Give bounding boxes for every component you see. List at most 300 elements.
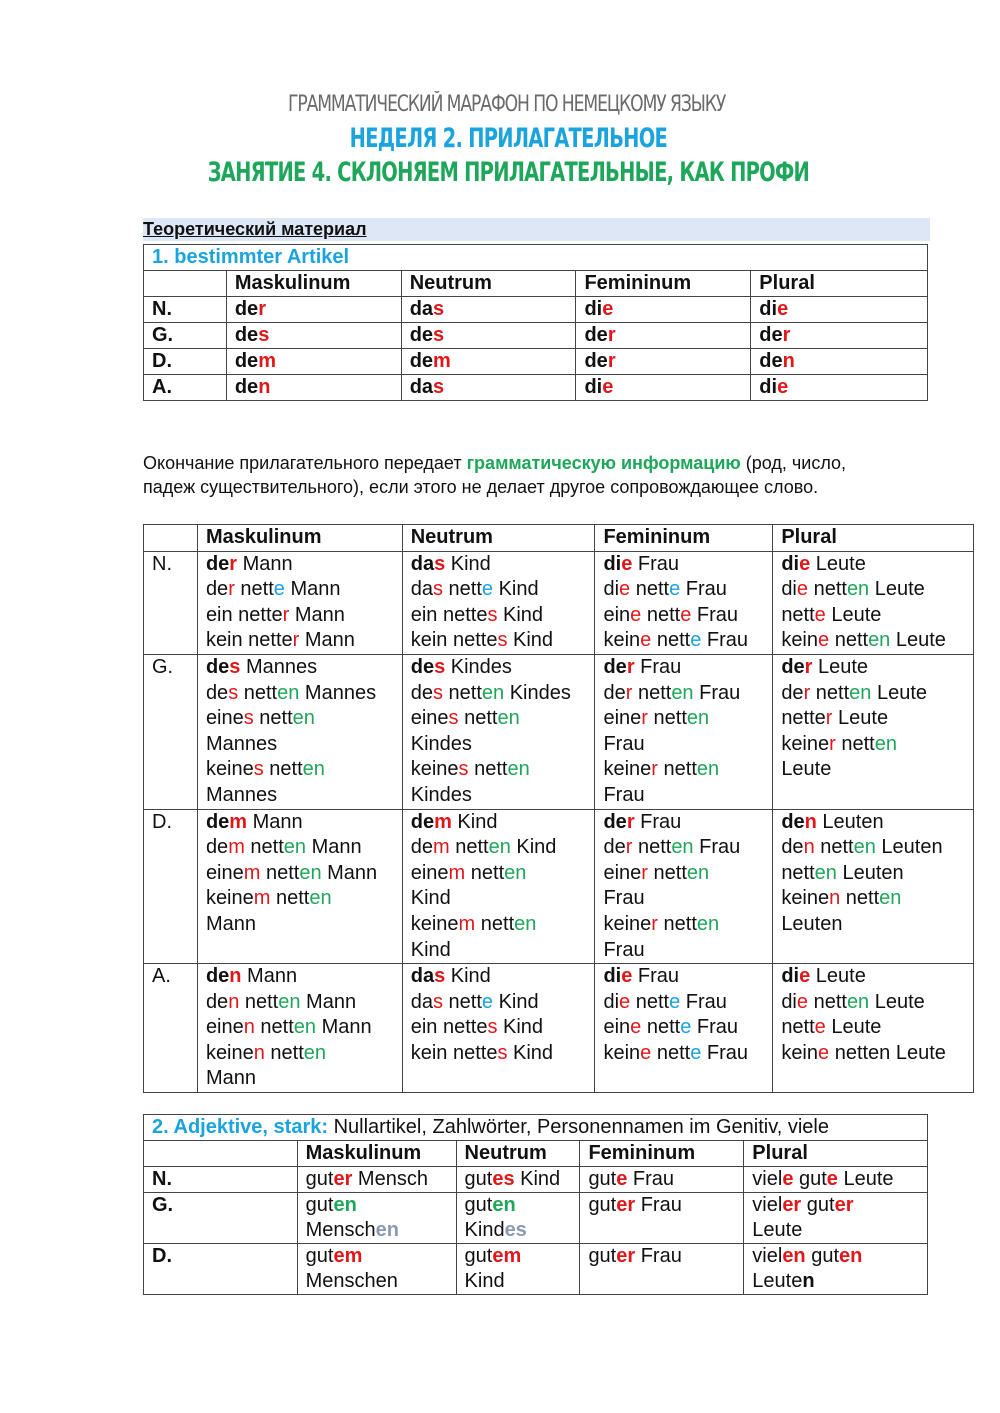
table3-line-seg: er bbox=[333, 1168, 353, 1190]
table2-line-seg: en bbox=[686, 861, 710, 884]
table3-line-seg: viel bbox=[752, 1194, 783, 1216]
table2-line-seg: nett bbox=[781, 1016, 815, 1039]
table2-line-seg: Frau bbox=[632, 552, 680, 575]
paragraph-line-2: падеж существительного), если этого не делает другое сопровождающее слово. bbox=[143, 477, 819, 497]
table2-line-seg: Leute bbox=[890, 629, 946, 652]
table3-header: Neutrum bbox=[456, 1141, 580, 1167]
table2-line-seg: Mann bbox=[205, 1067, 256, 1090]
table2-line bbox=[603, 1041, 772, 1067]
table2-line bbox=[206, 886, 402, 912]
article-stem: de bbox=[584, 324, 608, 346]
table3-line-seg: gut bbox=[801, 1194, 835, 1216]
table2-line-seg: e bbox=[680, 603, 692, 626]
table2-corner bbox=[144, 525, 198, 552]
table2-line-seg: e bbox=[680, 1016, 692, 1039]
table2-line-seg: nett bbox=[468, 758, 508, 781]
article-stem: de bbox=[409, 350, 434, 372]
theory-label: Теоретический материал bbox=[143, 219, 367, 239]
table2-line-seg: Mannes bbox=[205, 732, 278, 755]
table2-line-seg: r bbox=[229, 552, 238, 575]
table2-line-seg: kein bbox=[781, 629, 819, 652]
table2-line-seg: nett bbox=[253, 707, 293, 730]
table2-line bbox=[206, 681, 402, 707]
table2-line-seg: ein bbox=[603, 603, 631, 626]
table2-line-seg: ein nette bbox=[410, 1016, 488, 1039]
table2-line-seg: Mann bbox=[299, 629, 355, 652]
article-stem: de bbox=[234, 376, 259, 398]
table2-line-seg: nett bbox=[781, 603, 815, 626]
table2-line-seg: Frau bbox=[680, 578, 727, 601]
table2-line-seg: Frau bbox=[701, 1041, 749, 1064]
table2-line-seg: s bbox=[448, 707, 459, 730]
table2-line-seg: eine bbox=[410, 861, 449, 884]
table2-line-seg: en bbox=[309, 887, 332, 910]
table2-line-seg: kein nette bbox=[205, 629, 293, 652]
table2-line-seg: ein nette bbox=[410, 603, 488, 626]
table1-row bbox=[144, 297, 928, 323]
table2-line bbox=[206, 552, 402, 578]
table2-line-seg: Kind bbox=[507, 629, 554, 652]
definite-article-table-body bbox=[144, 245, 928, 401]
table2-line-seg: di bbox=[781, 552, 800, 575]
table2-line-seg: eine bbox=[603, 861, 642, 884]
table2-line-seg: nett bbox=[840, 887, 880, 910]
table2-line-seg: da bbox=[410, 552, 435, 575]
table2-line-seg: en bbox=[303, 1041, 327, 1064]
table2-line bbox=[781, 1041, 973, 1067]
table2-line-seg: en bbox=[846, 990, 870, 1013]
table2-line-seg: de bbox=[205, 681, 229, 704]
table2-line-seg: s bbox=[432, 578, 443, 601]
table2-line-seg: Kind bbox=[497, 603, 544, 626]
table2-cell bbox=[773, 551, 974, 654]
table3-line-seg: em bbox=[492, 1245, 522, 1267]
table2-line-seg: di bbox=[603, 552, 622, 575]
table3-line-seg: viel bbox=[752, 1168, 783, 1190]
table3-line-seg: gut bbox=[305, 1194, 334, 1216]
article-ending: n bbox=[782, 350, 795, 372]
table2-line-seg: Kind bbox=[510, 836, 557, 859]
table2-line-seg: de bbox=[205, 552, 230, 575]
table2-line-seg: r bbox=[282, 603, 290, 626]
table3-case: G. bbox=[144, 1193, 298, 1244]
table2-cell bbox=[595, 964, 773, 1093]
table2-header: Maskulinum bbox=[197, 525, 402, 552]
theory-label-bar bbox=[143, 218, 930, 241]
paragraph-highlight: грамматическую информацию bbox=[466, 453, 741, 473]
table3-line bbox=[752, 1167, 927, 1192]
table2-line-seg: keine bbox=[603, 758, 652, 781]
table2-line-seg: de bbox=[410, 836, 433, 859]
header-line-1: ГРАММАТИЧЕСКИЙ МАРАФОН ПО НЕМЕЦКОМУ ЯЗЫКУ bbox=[287, 92, 726, 117]
table2-line-seg: di bbox=[781, 965, 800, 988]
table3-line bbox=[465, 1269, 580, 1294]
table2-line bbox=[603, 912, 772, 938]
table2-line bbox=[411, 938, 595, 964]
table2-line-seg: Kindes bbox=[410, 783, 472, 806]
table1-case: A. bbox=[144, 375, 227, 401]
table2-line-seg: s bbox=[487, 1016, 498, 1039]
table2-line-seg: e bbox=[690, 1041, 702, 1064]
article-ending: n bbox=[258, 376, 271, 398]
table3-line bbox=[306, 1193, 456, 1218]
table2-line bbox=[206, 1015, 402, 1041]
table2-line-seg: Mann bbox=[237, 552, 293, 575]
table2-line bbox=[411, 681, 595, 707]
table3-line bbox=[588, 1167, 743, 1192]
table2-line-seg: e bbox=[669, 578, 681, 601]
table2-line-seg: ein bbox=[603, 1016, 631, 1039]
table2-line-seg: Leuten bbox=[875, 836, 943, 859]
table2-line bbox=[411, 628, 595, 654]
table3-line-seg: er bbox=[616, 1194, 636, 1216]
table2-line-seg: en bbox=[696, 758, 720, 781]
table2-line-seg: Kind bbox=[410, 938, 451, 961]
table2-line-seg: nett bbox=[263, 758, 303, 781]
table2-line-seg: e bbox=[796, 578, 809, 601]
article-ending: e bbox=[777, 298, 789, 320]
table2-line-seg: da bbox=[410, 990, 433, 1013]
table3-line bbox=[752, 1244, 927, 1269]
table1-cell bbox=[751, 349, 928, 375]
table1-cell bbox=[576, 297, 751, 323]
table2-line-seg: nett bbox=[630, 578, 670, 601]
article-stem: de bbox=[234, 298, 259, 320]
table2-line-seg: Leute bbox=[810, 552, 866, 575]
table2-line-seg: Kind bbox=[451, 810, 498, 833]
table3-cell bbox=[456, 1167, 580, 1193]
table2-cell bbox=[595, 654, 773, 809]
table2-line bbox=[781, 990, 973, 1016]
table2-line-seg: Kindes bbox=[504, 681, 571, 704]
table2-line-seg: Leute bbox=[869, 990, 925, 1013]
table2-line-seg: Mann bbox=[306, 836, 362, 859]
table2-line-seg: n bbox=[243, 1016, 255, 1039]
table2-line-seg: m bbox=[458, 912, 476, 935]
table2-line-seg: keine bbox=[781, 732, 830, 755]
table2-line-seg: en bbox=[846, 578, 870, 601]
table2-line-seg: Frau bbox=[691, 603, 739, 626]
table3-line-seg: n bbox=[802, 1270, 815, 1292]
table2-line bbox=[781, 757, 973, 783]
table3-row bbox=[144, 1167, 928, 1193]
table2-header-row bbox=[144, 525, 974, 552]
table2-line-seg: keine bbox=[603, 912, 652, 935]
table2-row bbox=[144, 551, 974, 654]
table2-case: D. bbox=[144, 809, 198, 964]
table2-line-seg: kein nette bbox=[410, 629, 498, 652]
article-ending: r bbox=[258, 298, 266, 320]
table2-line-seg: e bbox=[481, 578, 494, 601]
table2-cell bbox=[197, 964, 402, 1093]
table2-line-seg: di bbox=[781, 578, 797, 601]
table2-line-seg: de bbox=[603, 836, 626, 859]
table2-line-seg: Frau bbox=[634, 655, 682, 678]
table1-cell bbox=[401, 349, 576, 375]
table3-line-seg: Kind bbox=[464, 1219, 505, 1241]
adjective-declension-table-body bbox=[144, 525, 974, 1093]
table3-line-seg: en bbox=[375, 1219, 400, 1241]
table3-header: Maskulinum bbox=[297, 1141, 456, 1167]
table1-header: Maskulinum bbox=[226, 271, 401, 297]
table1-case: N. bbox=[144, 297, 227, 323]
table1-title: 1. bestimmter Artikel bbox=[144, 245, 928, 271]
table2-line-seg: m bbox=[228, 836, 245, 859]
table2-line bbox=[206, 628, 402, 654]
table3-cell bbox=[744, 1244, 928, 1295]
table2-line-seg: r bbox=[651, 758, 658, 781]
table2-line-seg: en bbox=[874, 732, 897, 755]
table2-line-seg: m bbox=[229, 810, 248, 833]
table2-line-seg: eine bbox=[205, 1016, 244, 1039]
table2-line-seg: n bbox=[253, 1041, 265, 1064]
table2-line bbox=[411, 577, 595, 603]
table2-line-seg: Mannes bbox=[205, 783, 278, 806]
table2-line-seg: de bbox=[205, 655, 230, 678]
table2-line-seg: nett bbox=[810, 681, 850, 704]
table2-line-seg: r bbox=[626, 810, 635, 833]
table1-cell bbox=[226, 349, 401, 375]
table2-line-seg: r bbox=[625, 836, 633, 859]
table2-line bbox=[781, 964, 973, 990]
table2-line-seg: nett bbox=[442, 681, 482, 704]
table2-line-seg: di bbox=[603, 990, 620, 1013]
table3-line bbox=[465, 1193, 580, 1218]
table2-line-seg: nette bbox=[781, 707, 826, 730]
table2-line-seg: s bbox=[458, 758, 469, 781]
table2-line-seg: r bbox=[825, 707, 833, 730]
table2-line-seg: keine bbox=[410, 912, 459, 935]
table1-cell bbox=[576, 323, 751, 349]
table3-row bbox=[144, 1193, 928, 1244]
table2-line-seg: da bbox=[410, 578, 433, 601]
table1-cell bbox=[401, 297, 576, 323]
table3-line-seg: gut bbox=[793, 1168, 827, 1190]
article-ending: s bbox=[433, 298, 445, 320]
table2-line-seg: de bbox=[781, 681, 804, 704]
table2-line-seg: de bbox=[781, 655, 805, 678]
paragraph-after: (род, число, bbox=[740, 453, 847, 473]
table1-cell bbox=[751, 375, 928, 401]
table2-line-seg: nett bbox=[254, 1016, 294, 1039]
table2-line-seg: r bbox=[641, 707, 648, 730]
table2-line-seg: ein nette bbox=[205, 603, 283, 626]
table2-line bbox=[206, 964, 402, 990]
table2-line bbox=[603, 603, 772, 629]
table2-line-seg: nett bbox=[641, 1016, 681, 1039]
table3-line-seg: gut bbox=[588, 1245, 617, 1267]
table2-line-seg: nett bbox=[657, 758, 697, 781]
table2-line-seg: nett bbox=[260, 861, 300, 884]
table2-line-seg: s bbox=[432, 990, 443, 1013]
table2-line-seg: en bbox=[849, 681, 872, 704]
table2-line bbox=[603, 655, 772, 681]
table2-line-seg: Mannes bbox=[240, 655, 318, 678]
table2-line-seg: kein bbox=[781, 1041, 819, 1064]
table2-line bbox=[411, 1041, 595, 1067]
table2-line bbox=[206, 912, 402, 938]
table3-line-seg: Mensch bbox=[305, 1219, 376, 1241]
table2-line-seg: Kind bbox=[445, 965, 491, 988]
table2-line-seg: en bbox=[283, 836, 307, 859]
strong-adjective-table-body bbox=[144, 1115, 928, 1295]
table2-line-seg: s bbox=[487, 603, 498, 626]
table2-line-seg: n bbox=[804, 810, 817, 833]
table2-line-seg: eine bbox=[205, 707, 244, 730]
table1-header: Femininum bbox=[576, 271, 751, 297]
table2-line bbox=[411, 912, 595, 938]
table1-cell bbox=[401, 323, 576, 349]
table2-cell bbox=[402, 964, 595, 1093]
table3-line-seg: en bbox=[492, 1194, 516, 1216]
article-ending: r bbox=[782, 324, 791, 346]
table2-line bbox=[603, 732, 772, 758]
table2-line-seg: en bbox=[299, 861, 322, 884]
table2-line bbox=[781, 861, 973, 887]
table2-line bbox=[206, 655, 402, 681]
table2-line-seg: de bbox=[410, 810, 435, 833]
table2-line-seg: en bbox=[293, 1016, 317, 1039]
table2-line-seg: en bbox=[879, 887, 902, 910]
table2-line-seg: nett bbox=[814, 836, 854, 859]
table2-line-seg: e bbox=[640, 1041, 652, 1064]
table2-line-seg: m bbox=[448, 861, 466, 884]
table1-row bbox=[144, 349, 928, 375]
table2-line-seg: en bbox=[481, 681, 505, 704]
table2-line-seg: nett bbox=[442, 990, 482, 1013]
table2-cell bbox=[773, 964, 974, 1093]
table2-line-seg: de bbox=[603, 810, 627, 833]
table2-line-seg: nett bbox=[264, 1041, 304, 1064]
article-ending: e bbox=[602, 376, 614, 398]
table2-line-seg: r bbox=[292, 629, 300, 652]
table2-line-seg: r bbox=[803, 681, 811, 704]
table2-line-seg: keine bbox=[205, 758, 254, 781]
table2-line bbox=[781, 628, 973, 654]
article-stem: de bbox=[234, 350, 259, 372]
table2-line-seg: Mann bbox=[289, 603, 345, 626]
table3-line bbox=[306, 1167, 456, 1192]
table3-case: D. bbox=[144, 1244, 298, 1295]
table2-line-seg: r bbox=[804, 655, 813, 678]
table2-line-seg: Leute bbox=[810, 965, 866, 988]
table3-line-seg: Frau bbox=[635, 1245, 682, 1267]
table3-corner bbox=[144, 1141, 298, 1167]
table2-line-seg: en bbox=[814, 861, 837, 884]
table3-case: N. bbox=[144, 1167, 298, 1193]
table2-line bbox=[781, 1015, 973, 1041]
table3-row bbox=[144, 1244, 928, 1295]
table3-line bbox=[752, 1269, 927, 1294]
table2-cell bbox=[197, 551, 402, 654]
table3-line bbox=[306, 1218, 456, 1243]
table3-line-seg: Mensch bbox=[352, 1168, 428, 1190]
table2-line-seg: en bbox=[671, 681, 694, 704]
table2-line-seg: r bbox=[829, 732, 836, 755]
table2-line bbox=[206, 577, 402, 603]
table2-line-seg: nett bbox=[270, 887, 310, 910]
table2-header: Plural bbox=[773, 525, 974, 552]
table2-line-seg: en bbox=[686, 707, 710, 730]
table2-line bbox=[206, 810, 402, 836]
table2-line-seg: en bbox=[853, 836, 876, 859]
table2-line bbox=[411, 783, 595, 809]
header-line-2: НЕДЕЛЯ 2. ПРИЛАГАТЕЛЬНОЕ bbox=[349, 123, 668, 154]
table2-line-seg: Frau bbox=[634, 810, 682, 833]
table2-line-seg: de bbox=[603, 681, 626, 704]
table3-cell bbox=[580, 1193, 744, 1244]
table2-case: N. bbox=[144, 551, 198, 654]
table3-title bbox=[144, 1115, 928, 1141]
table2-line bbox=[603, 861, 772, 887]
table2-line-seg: nett bbox=[449, 836, 489, 859]
table3-title-row bbox=[144, 1115, 928, 1141]
table2-line-seg: e bbox=[818, 1041, 830, 1064]
table2-line bbox=[603, 706, 772, 732]
table2-line bbox=[411, 732, 595, 758]
table2-line-seg: r bbox=[625, 681, 633, 704]
table2-line-seg: s bbox=[253, 758, 264, 781]
table2-line-seg: keine bbox=[205, 1041, 254, 1064]
table2-line-seg: nett bbox=[630, 990, 670, 1013]
table2-line-seg: e bbox=[814, 603, 826, 626]
table2-line-seg: netten Leute bbox=[829, 1041, 946, 1064]
table1-row bbox=[144, 375, 928, 401]
table2-line-seg: eine bbox=[205, 861, 244, 884]
table2-line-seg: e bbox=[814, 1016, 826, 1039]
table2-line-seg: e bbox=[799, 552, 811, 575]
table3-line bbox=[465, 1218, 580, 1243]
article-stem: de bbox=[759, 324, 783, 346]
table2-cell bbox=[402, 654, 595, 809]
table3-cell bbox=[744, 1193, 928, 1244]
table2-line-seg: Kind bbox=[493, 990, 539, 1013]
table2-line-seg: Kind bbox=[493, 578, 539, 601]
table2-line bbox=[411, 655, 595, 681]
table3-line-seg: en bbox=[782, 1245, 806, 1267]
table2-line-seg: de bbox=[205, 836, 229, 859]
table3-line-seg: Frau bbox=[635, 1194, 682, 1216]
table2-line-seg: Mann bbox=[241, 965, 298, 988]
table2-line-seg: Leute bbox=[869, 578, 925, 601]
table2-line bbox=[603, 628, 772, 654]
table3-line-seg: Leute bbox=[752, 1270, 803, 1292]
table2-line bbox=[206, 732, 402, 758]
table3-title-rest: Nullartikel, Zahlwörter, Personennamen im Genitiv, viele bbox=[328, 1116, 829, 1138]
table3-cell bbox=[580, 1244, 744, 1295]
table2-line-seg: Mann bbox=[321, 861, 378, 884]
table2-line-seg: en bbox=[488, 836, 511, 859]
table3-line-seg: Frau bbox=[627, 1168, 675, 1190]
table3-line bbox=[465, 1167, 580, 1192]
table3-line-seg: gut bbox=[805, 1245, 840, 1267]
table2-line-seg: nett bbox=[808, 578, 847, 601]
article-stem: de bbox=[759, 350, 783, 372]
paragraph-before: Окончание прилагательного передает bbox=[143, 453, 467, 473]
table2-row bbox=[144, 964, 974, 1093]
table2-line-seg: s bbox=[228, 681, 239, 704]
table2-line-seg: Leute bbox=[781, 758, 832, 781]
table3-cell bbox=[580, 1167, 744, 1193]
table3-line bbox=[588, 1193, 743, 1218]
table2-line bbox=[603, 681, 772, 707]
table2-line-seg: nett bbox=[651, 629, 691, 652]
table2-line-seg: r bbox=[228, 578, 235, 601]
table3-header: Femininum bbox=[580, 1141, 744, 1167]
table2-row bbox=[144, 809, 974, 964]
article-stem: di bbox=[584, 376, 603, 398]
table2-line-seg: Kindes bbox=[445, 655, 512, 678]
